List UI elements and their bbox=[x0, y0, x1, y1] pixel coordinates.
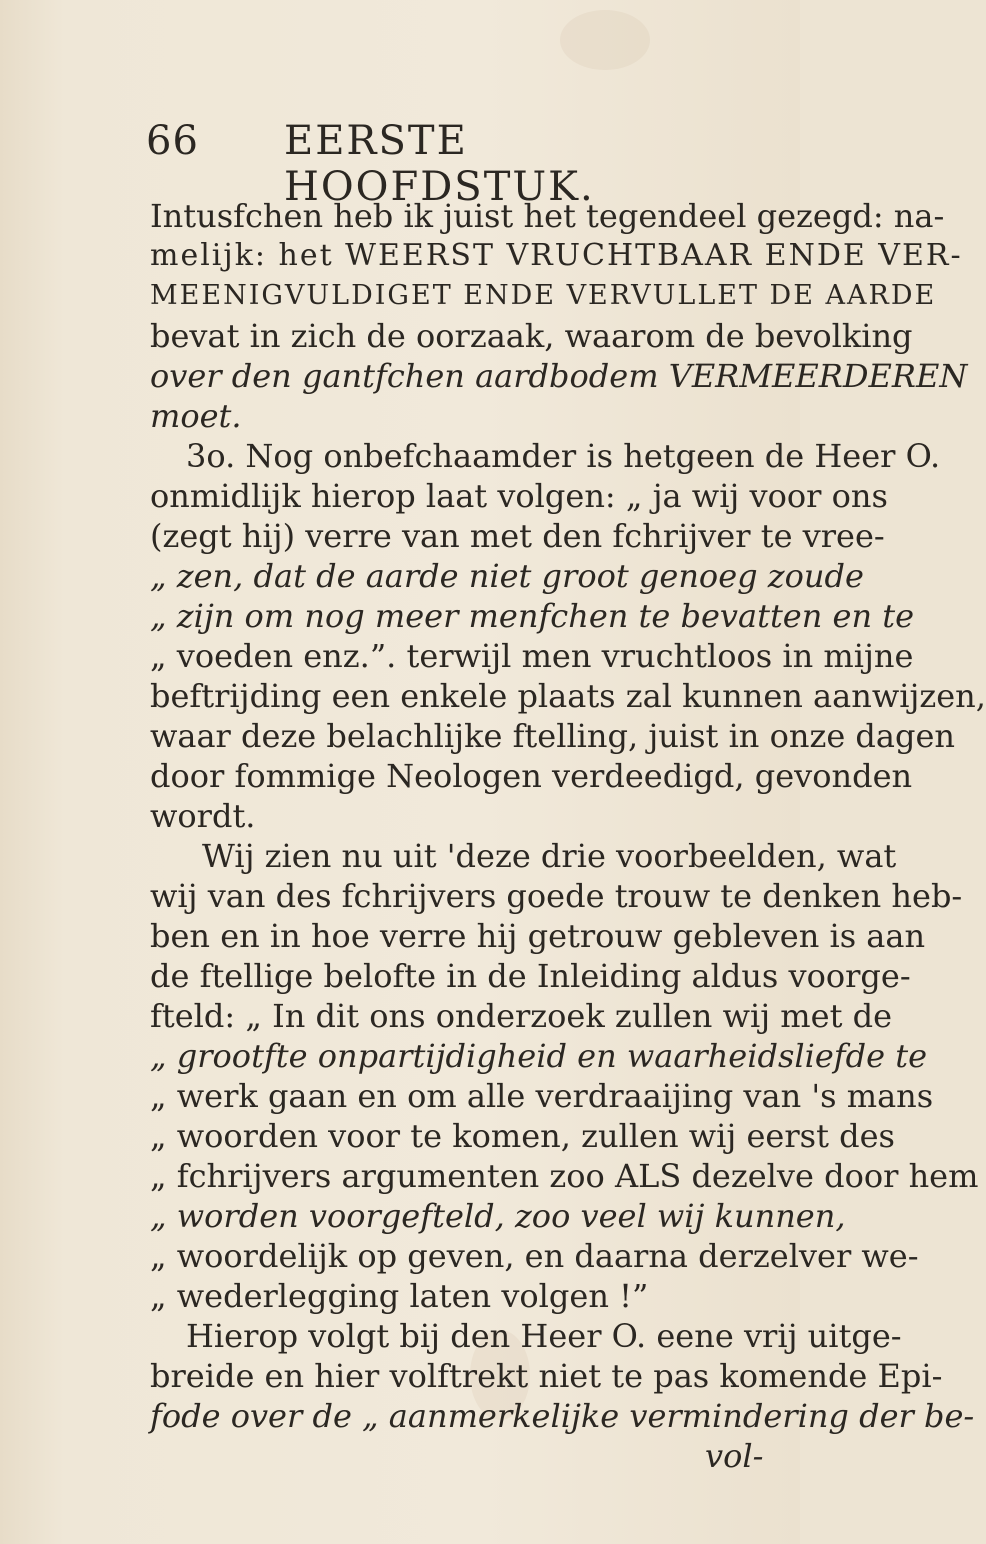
running-title: EERSTE HOOFDSTUK. bbox=[284, 118, 595, 210]
text-line: „ wederlegging laten volgen !” bbox=[150, 1277, 649, 1315]
text-line: MEENIGVULDIGET ENDE VERVULLET DE AARDE bbox=[150, 280, 937, 311]
text-line: wij van des fchrijvers goede trouw te denken heb- bbox=[150, 877, 963, 915]
text-line: Hierop volgt bij den Heer O. eene vrij uitge- bbox=[186, 1317, 902, 1355]
text-line: melijk: het WEERST VRUCHTBAAR ENDE VER- bbox=[150, 238, 963, 273]
text-line: „ zijn om nog meer menfchen te bevatten en te bbox=[150, 597, 915, 635]
text-line: wordt. bbox=[150, 797, 256, 835]
catchword: vol- bbox=[705, 1437, 764, 1475]
text-line: „ fchrijvers argumenten zoo ALS dezelve door hem bbox=[150, 1157, 979, 1195]
page-header bbox=[146, 118, 706, 210]
text-line: Wij zien nu uit 'deze drie voorbeelden, wat bbox=[202, 837, 897, 875]
text-line: „ werk gaan en om alle verdraaijing van 's mans bbox=[150, 1077, 934, 1115]
text-line: Intusfchen heb ik juist het tegendeel gezegd: na- bbox=[150, 197, 945, 235]
page-number: 66 bbox=[146, 118, 199, 164]
text-line: „ worden voorgefteld, zoo veel wij kunnen, bbox=[150, 1197, 846, 1235]
text-line: fode over de „ aanmerkelijke vermindering der be- bbox=[150, 1397, 975, 1435]
text-line: „ grootfte onpartijdigheid en waarheidsliefde te bbox=[150, 1037, 928, 1075]
text-line: bevat in zich de oorzaak, waarom de bevolking bbox=[150, 317, 913, 355]
text-line: moet. bbox=[150, 397, 242, 435]
text-line: beftrijding een enkele plaats zal kunnen aanwijzen, bbox=[150, 677, 986, 715]
text-line: „ woorden voor te komen, zullen wij eerst des bbox=[150, 1117, 895, 1155]
text-line: „ woordelijk op geven, en daarna derzelver we- bbox=[150, 1237, 919, 1275]
paper-stain bbox=[560, 10, 650, 70]
text-line: door fommige Neologen verdeedigd, gevonden bbox=[150, 757, 913, 795]
text-line: 3o. Nog onbefchaamder is hetgeen de Heer O. bbox=[186, 437, 941, 475]
text-line: waar deze belachlijke ftelling, juist in onze dagen bbox=[150, 717, 956, 755]
text-line: breide en hier volftrekt niet te pas komende Epi- bbox=[150, 1357, 943, 1395]
text-line: de ftellige belofte in de Inleiding aldus voorge- bbox=[150, 957, 911, 995]
text-line: „ voeden enz.”. terwijl men vruchtloos in mijne bbox=[150, 637, 914, 675]
text-line: over den gantfchen aardbodem VERMEERDEREN bbox=[150, 357, 968, 395]
text-line: onmidlijk hierop laat volgen: „ ja wij voor ons bbox=[150, 477, 888, 515]
text-line: (zegt hij) verre van met den fchrijver te vree- bbox=[150, 517, 885, 555]
text-line: „ zen, dat de aarde niet groot genoeg zoude bbox=[150, 557, 864, 595]
text-line: ben en in hoe verre hij getrouw gebleven is aan bbox=[150, 917, 926, 955]
text-line: fteld: „ In dit ons onderzoek zullen wij met de bbox=[150, 997, 893, 1035]
